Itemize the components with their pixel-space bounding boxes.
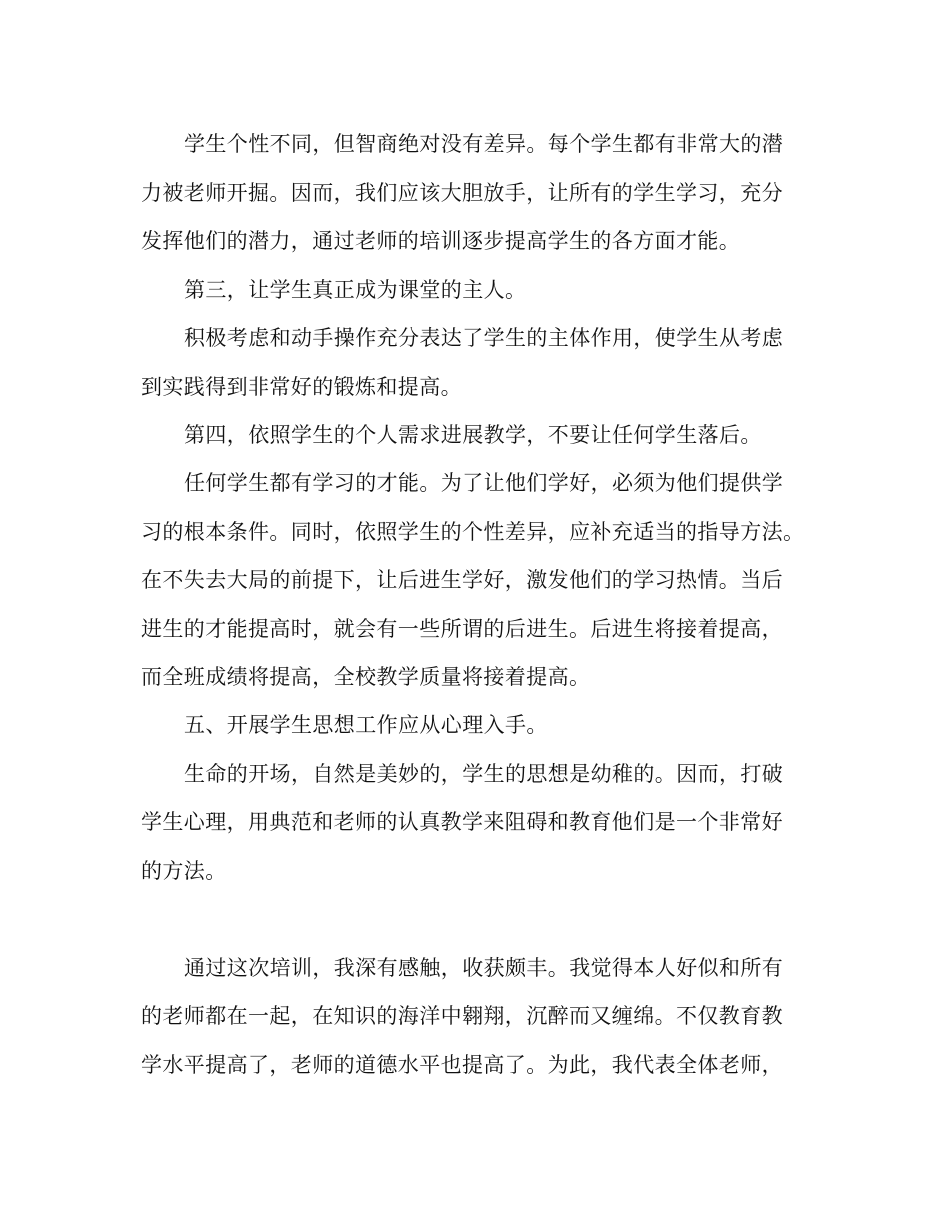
text-line: 在不失去大局的前提下，让后进生学好，激发他们的学习热情。当后: [141, 568, 783, 592]
text-line: 到实践得到非常好的锻炼和提高。: [141, 375, 462, 399]
text-line: 习的根本条件。同时，依照学生的个性差异，应补充适当的指导方法。: [141, 520, 805, 544]
text-line: 学水平提高了，老师的道德水平也提高了。为此，我代表全体老师，: [141, 1053, 783, 1077]
text-line: 的老师都在一起，在知识的海洋中翱翔，沉醉而又缠绵。不仅教育教: [141, 1004, 783, 1028]
section-heading: 五、开展学生思想工作应从心理入手。: [184, 713, 548, 737]
text-line: 学生个性不同，但智商绝对没有差异。每个学生都有非常大的潜: [184, 132, 784, 156]
text-line: 进生的才能提高时，就会有一些所谓的后进生。后进生将接着提高，: [141, 617, 783, 641]
section-heading: 第四，依照学生的个人需求进展教学，不要让任何学生落后。: [184, 423, 762, 447]
text-line: 生命的开场，自然是美妙的，学生的思想是幼稚的。因而，打破: [184, 762, 784, 786]
text-line: 的方法。: [141, 859, 227, 883]
text-line: 任何学生都有学习的才能。为了让他们学好，必须为他们提供学: [184, 471, 784, 495]
section-heading: 第三，让学生真正成为课堂的主人。: [184, 278, 527, 302]
text-line: 发挥他们的潜力，通过老师的培训逐步提高学生的各方面才能。: [141, 229, 741, 253]
text-line: 学生心理，用典范和老师的认真教学来阻碍和教育他们是一个非常好: [141, 810, 783, 834]
text-line: 积极考虑和动手操作充分表达了学生的主体作用，使学生从考虑: [184, 326, 784, 350]
text-line: 力被老师开掘。因而，我们应该大胆放手，让所有的学生学习，充分: [141, 181, 783, 205]
text-line: 而全班成绩将提高，全校教学质量将接着提高。: [141, 665, 591, 689]
text-line: 通过这次培训，我深有感触，收获颇丰。我觉得本人好似和所有: [184, 956, 784, 980]
